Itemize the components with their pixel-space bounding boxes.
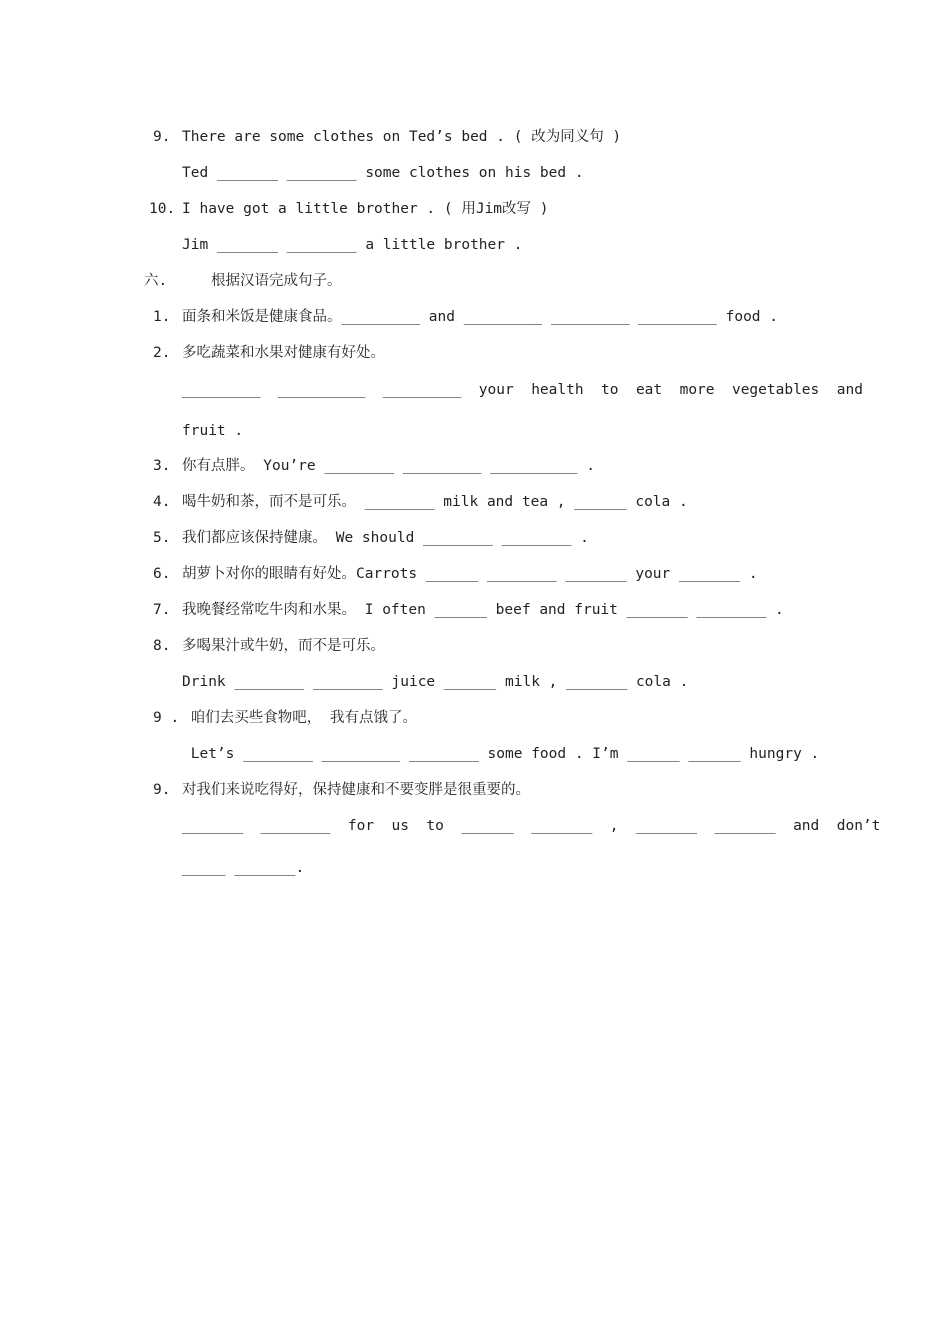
question-number: 9. [153,129,171,145]
item-text: 多喝果汁或牛奶，而不是可乐。 [182,638,385,654]
item-answer-line: _____ _______. [182,860,305,876]
item-answer-line: _______ ________ for us to ______ _______ , _______ _______ and don’t [182,818,881,834]
item-answer-line: Drink ________ ________ juice ______ milk , _______ cola . [182,674,689,690]
item-text: 我们都应该保持健康。 We should ________ ________ . [182,530,589,546]
item-text: 咱们去买些食物吧， 我有点饿了。 [182,710,417,726]
question-text: I have got a little brother . ( 用Jim改写 ) [182,201,549,217]
section-number: 六. [144,273,168,289]
item-number: 8. [153,638,171,654]
item-number: 6. [153,566,171,582]
item-answer-line: fruit . [182,423,244,439]
item-text: 多吃蔬菜和水果对健康有好处。 [182,345,385,361]
item-text: 对我们来说吃得好，保持健康和不要变胖是很重要的。 [182,782,530,798]
question-answer-line: Ted _______ ________ some clothes on his bed . [182,165,584,181]
section-title: 根据汉语完成句子。 [211,273,342,289]
question-number: 10. [149,201,176,217]
item-text: 胡萝卜对你的眼睛有好处。Carrots ______ ________ _______ your _______ . [182,566,758,582]
item-number: 2. [153,345,171,361]
item-number: 1. [153,309,171,325]
item-number: 4. [153,494,171,510]
item-number: 7. [153,602,171,618]
item-number: 9. [153,782,171,798]
item-text: 喝牛奶和茶，而不是可乐。 ________ milk and tea , ______ cola . [182,494,688,510]
item-text: 你有点胖。 You’re ________ _________ __________ . [182,458,595,474]
question-answer-line: Jim _______ ________ a little brother . [182,237,523,253]
item-text: 面条和米饭是健康食品。_________ and _________ _________ _________ food . [182,309,778,325]
item-answer-line: Let’s ________ _________ ________ some food . I’m ______ ______ hungry . [182,746,820,762]
question-text: There are some clothes on Ted’s bed . ( 改为同义句 ) [182,129,622,145]
item-number: 3. [153,458,171,474]
item-answer-line: _________ __________ _________ your health to eat more vegetables and [182,382,863,398]
item-text: 我晚餐经常吃牛肉和水果。 I often ______ beef and fruit _______ ________ . [182,602,784,618]
item-number: 5. [153,530,171,546]
item-number: 9 . [153,710,180,726]
